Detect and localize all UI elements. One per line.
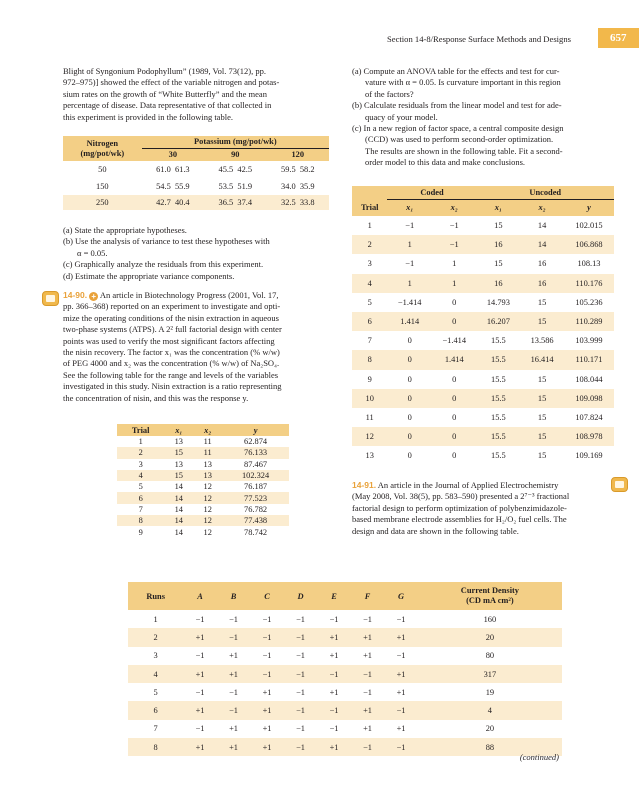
table-row (117, 470, 289, 481)
table-cell: −1 (296, 651, 305, 661)
col-header: Trial (131, 425, 150, 435)
table-cell: 109.169 (575, 451, 603, 461)
table-cell: 1 (452, 278, 457, 288)
table-cell: −1 (363, 687, 372, 697)
exercise-margin-icon (42, 291, 59, 306)
table-cell: −1 (229, 687, 238, 697)
table-cell: −1 (296, 614, 305, 624)
table-cell: 102.015 (575, 221, 603, 231)
table-cell: 1 (407, 278, 412, 288)
part-b-cont: α = 0.05. (77, 247, 108, 258)
table-cell: −1 (229, 706, 238, 716)
table-row (117, 481, 289, 492)
table-cell: 7 (153, 724, 158, 734)
table-cell: 1.414 (444, 355, 464, 365)
table-row (117, 492, 289, 503)
table-cell: 1 (138, 437, 143, 447)
table-cell: 15.5 (491, 412, 506, 422)
col-header: x₂ (538, 203, 546, 213)
table-cell: 15 (537, 451, 547, 461)
table-cell: +1 (195, 742, 205, 752)
table-row (117, 436, 289, 447)
table-cell: 0 (407, 336, 412, 346)
page-number: 657 (598, 28, 639, 48)
intro-line: 972–975)] showed the effect of the variable nitrogen and potas- (63, 77, 280, 88)
table-cell: 15 (537, 317, 547, 327)
potassium-header: Potassium (mg/pot/wk) (142, 136, 329, 148)
table-row (117, 515, 289, 526)
table-cell: −1 (405, 221, 415, 231)
table-cell: 6 (138, 493, 143, 503)
table-row (128, 701, 562, 719)
table-cell: −1 (296, 706, 305, 716)
table-cell: 13 (174, 459, 183, 469)
table-cell: +1 (396, 632, 406, 642)
table-row (117, 447, 289, 458)
table-cell: 77.523 (244, 493, 268, 503)
table-cell: 7 (138, 504, 143, 514)
table-row (352, 427, 614, 446)
table-cell: −1 (405, 259, 415, 269)
table-cell: 0 (407, 393, 412, 403)
table-row: 250 42.7 40.4 36.5 37.4 32.5 33.8 (63, 195, 329, 210)
table-cell: 9 (367, 374, 372, 384)
table-cell: −1 (195, 724, 205, 734)
table-cell: 12 (203, 504, 212, 514)
nitrogen-potassium-table (63, 136, 329, 210)
table-cell: −1 (396, 651, 406, 661)
table-cell: +1 (329, 651, 339, 661)
table-row (352, 389, 614, 408)
col-header: x₂ (450, 203, 458, 213)
table-cell: +1 (396, 687, 406, 697)
table-cell: 19 (485, 687, 495, 697)
table-cell: −1 (296, 669, 305, 679)
table-cell: 87.467 (244, 459, 268, 469)
table-cell: 2 (153, 632, 158, 642)
table-cell: 4 (138, 471, 143, 481)
table-cell: 13 (203, 459, 212, 469)
table-cell: −1 (396, 706, 406, 716)
table-cell: −1 (396, 614, 406, 624)
table-cell: 0 (407, 412, 412, 422)
table-cell: 0 (407, 451, 412, 461)
table-cell: +1 (229, 651, 238, 661)
table-cell: 15 (174, 471, 183, 481)
part-b: (b) Use the analysis of variance to test these hypotheses with (63, 236, 270, 247)
table-cell: 16.207 (486, 317, 510, 327)
table-cell: +1 (262, 706, 272, 716)
table-row (128, 720, 562, 738)
table-row (352, 216, 614, 235)
col-header: Runs (146, 591, 165, 601)
plus-icon: + (89, 292, 98, 301)
table-cell: 76.187 (244, 482, 268, 492)
table-cell: −1 (262, 632, 272, 642)
table-cell: 4 (487, 706, 492, 716)
table-cell: 16 (494, 278, 503, 288)
table-cell: 15 (537, 374, 547, 384)
table-cell: 11 (203, 448, 212, 458)
col-header: x₁ (406, 203, 414, 213)
table-cell: 15.5 (491, 355, 506, 365)
table-cell: −1 (363, 742, 372, 752)
table-cell: 7 (367, 336, 372, 346)
left-intro (63, 66, 328, 123)
table-cell: 0 (452, 412, 457, 422)
table-cell: −1 (296, 687, 305, 697)
intro-line: Blight of Syngonium Podophyllum” (1989, Vol. 73(12), pp. (63, 66, 266, 76)
table-cell: 3 (138, 459, 143, 469)
table-cell: 15.5 (491, 336, 506, 346)
table-cell: +1 (262, 687, 272, 697)
table-cell: +1 (396, 724, 406, 734)
table-cell: 15 (537, 393, 547, 403)
col-header: 120 (291, 150, 305, 160)
fractional-factorial-table (128, 582, 562, 756)
table-cell: 1 (407, 240, 412, 250)
col-header: C (264, 591, 270, 601)
table-row: 50 61.0 61.3 45.5 42.5 59.5 58.2 (98, 165, 315, 174)
table-cell: 20 (485, 632, 495, 642)
table-cell: 110.171 (575, 355, 603, 365)
table-cell: 16 (494, 240, 503, 250)
table-row (128, 647, 562, 665)
col-header: y (253, 425, 258, 435)
table-cell: 0 (407, 432, 412, 442)
left-parts (63, 225, 331, 282)
table-cell: 0 (407, 374, 412, 384)
table-cell: +1 (229, 742, 238, 752)
table-cell: 15 (537, 412, 547, 422)
table-cell: 103.999 (575, 336, 603, 346)
col-header: 30 (168, 150, 178, 160)
table-cell: 13 (174, 437, 183, 447)
table-cell: +1 (363, 632, 372, 642)
table-cell: 14 (174, 493, 183, 503)
table-row (352, 274, 614, 293)
table-cell: −1 (449, 240, 459, 250)
intro-line: this experiment is provided in the following table. (63, 111, 233, 122)
table-cell: 1 (153, 614, 158, 624)
table-row (352, 312, 614, 331)
intro-line: percentage of disease. Data representative of that collected in (63, 100, 272, 111)
table-cell: 106.868 (575, 240, 603, 250)
nisin-table (117, 424, 289, 538)
table-row (117, 526, 289, 537)
table-cell: −1 (262, 651, 272, 661)
table-row (352, 370, 614, 389)
table-cell: 4 (367, 278, 372, 288)
part-c: (c) Graphically analyze the residuals from this experiment. (63, 259, 264, 270)
table-cell: 10 (365, 393, 374, 403)
table-row (128, 665, 562, 683)
table-cell: 1 (452, 259, 457, 269)
col-header: E (331, 591, 337, 601)
table-cell: 12 (203, 527, 212, 537)
table-cell: 1 (367, 221, 372, 231)
table-cell: 15.5 (491, 451, 506, 461)
table-cell: +1 (329, 742, 339, 752)
table-cell: −1 (449, 221, 459, 231)
table-cell: −1 (229, 614, 238, 624)
table-row (352, 446, 614, 465)
table-cell: +1 (396, 669, 406, 679)
col-header: Trial (360, 203, 379, 212)
table-cell: −1 (296, 632, 305, 642)
table-cell: 15 (494, 259, 503, 269)
row-header: Nitrogen (mg/pot/wk) (80, 138, 125, 158)
col-header: x₁ (494, 203, 502, 213)
part-a: (a) State the appropriate hypotheses. (63, 225, 187, 235)
table-cell: 15 (494, 221, 503, 231)
table-cell: 1.414 (400, 317, 420, 327)
table-cell: +1 (229, 669, 238, 679)
table-cell: +1 (329, 632, 339, 642)
table-cell: 13 (203, 471, 212, 481)
table-cell: 0 (407, 355, 412, 365)
table-cell: 108.044 (575, 374, 603, 384)
table-cell: 5 (153, 687, 158, 697)
table-cell: 5 (367, 297, 372, 307)
table-cell: +1 (363, 651, 372, 661)
table-cell: 16 (537, 278, 547, 288)
table-cell: −1 (396, 742, 406, 752)
table-cell: 76.133 (244, 448, 268, 458)
col-header: F (364, 591, 371, 601)
table-cell: 12 (203, 493, 212, 503)
table-cell: 15.5 (491, 374, 506, 384)
table-row (352, 408, 614, 427)
table-cell: 5 (138, 482, 143, 492)
table-cell: 0 (452, 374, 457, 384)
table-cell: 20 (485, 724, 495, 734)
table-cell: 8 (367, 355, 372, 365)
table-cell: −1 (195, 614, 205, 624)
table-row (128, 738, 562, 756)
table-cell: 88 (485, 742, 495, 752)
table-cell: 12 (203, 482, 212, 492)
table-cell: +1 (262, 742, 272, 752)
table-cell: 107.824 (575, 412, 603, 422)
table-cell: 8 (138, 516, 143, 526)
table-cell: 13.586 (530, 336, 554, 346)
table-cell: 8 (153, 742, 158, 752)
table-cell: 14 (174, 504, 183, 514)
table-cell: 9 (138, 527, 143, 537)
table-cell: 12 (203, 516, 212, 526)
table-cell: 16.414 (530, 355, 554, 365)
table-cell: 14 (537, 240, 547, 250)
col-header: G (398, 591, 405, 601)
table-cell: 102.324 (241, 471, 270, 481)
table-cell: 13 (365, 451, 374, 461)
table-cell: +1 (363, 724, 372, 734)
table-cell: −1 (296, 742, 305, 752)
table-cell: 15 (537, 432, 547, 442)
table-cell: 0 (452, 297, 457, 307)
table-cell: 0 (452, 317, 457, 327)
intro-line: sium rates on the growth of “White Butterfly” and the mean (63, 88, 267, 99)
table-cell: 2 (138, 448, 143, 458)
table-cell: 76.782 (244, 504, 268, 514)
table-cell: 62.874 (244, 437, 268, 447)
right-parts: (a) Compute an ANOVA table for the effects and test for cur- vature with α = 0.05. Is curvature important in this region of the factors? (b) Calculate residuals from the linear model and test for ade- quacy of your model. (c) In a new region of factor space, a central composite design (CCD) was used to perform second-order optimization. The results are shown in the following table. Fit a second- order model to this data and make conclusions. (352, 66, 564, 168)
col-header: 90 (231, 150, 240, 160)
exercise-14-90: 14-90. + An article in Biotechnology Progress (2001, Vol. 17, pp. 366–368) reported on an experiment to investigate and opti- mize the operating conditions of the nisin extraction in aqueous two-phase systems (ATPS). A 2² full factorial design with center points was used to verify the most significant factors affecting the nisin recovery. The factor x₁ was the concentration (% w/w) of PEG 4000 and x₂ was the concentration (% w/w) of Na₂SO₄. See the following table for the range and levels of the variables investigated in this study. Nisin extraction is a ratio representing the concentration of nisin, and this was the response y. (63, 290, 282, 403)
table-row: 150 54.5 55.9 53.5 51.9 34.0 35.9 (96, 182, 315, 191)
coded-header: Coded (387, 186, 476, 199)
table-cell: 14.793 (486, 297, 510, 307)
part-d: (d) Estimate the appropriate variance components. (63, 270, 235, 281)
table-cell: 110.289 (575, 317, 603, 327)
table-cell: 2 (367, 240, 372, 250)
table-row (352, 293, 614, 312)
table-cell: 105.236 (575, 297, 603, 307)
table-cell: −1 (329, 614, 339, 624)
table-row (117, 459, 289, 470)
table-cell: 15 (174, 448, 183, 458)
table-cell: 14 (174, 516, 183, 526)
col-header: x₁ (175, 425, 183, 435)
col-header: D (297, 591, 304, 601)
continued-label: (continued) (519, 752, 559, 762)
table-cell: 11 (365, 412, 374, 422)
table-cell: 110.176 (575, 278, 603, 288)
table-cell: −1 (329, 669, 339, 679)
table-cell: 12 (365, 432, 374, 442)
table-cell: 14 (174, 482, 183, 492)
table-cell: −1.414 (442, 336, 467, 346)
table-cell: 0 (452, 451, 457, 461)
table-cell: 109.098 (575, 393, 603, 403)
uncoded-header: Uncoded (477, 186, 615, 199)
table-cell: 15.5 (491, 393, 506, 403)
table-cell: 15.5 (491, 432, 506, 442)
table-row (128, 628, 562, 646)
table-cell: 3 (153, 651, 158, 661)
table-cell: 11 (203, 437, 212, 447)
table-cell: −1 (195, 687, 205, 697)
col-header: y (587, 203, 591, 213)
table-row (352, 350, 614, 369)
exercise-14-91: 14-91. An article in the Journal of Applied Electrochemistry (May 2008, Vol. 38(5), pp. 583–590) presented a 2⁷⁻³ fractional factorial design to perform optimization of polybenzimidazole- based membrane electrode assemblies for H₂/O₂ fuel cells. The design and data are shown in the following table. (352, 480, 570, 536)
table-cell: 317 (483, 669, 497, 679)
table-row (352, 254, 614, 273)
table-row (128, 610, 562, 628)
table-cell: +1 (329, 687, 339, 697)
table-cell: 6 (367, 317, 372, 327)
table-cell: 77.438 (244, 516, 268, 526)
table-cell: −1.414 (397, 297, 422, 307)
table-cell: 6 (153, 706, 158, 716)
col-header: B (230, 591, 237, 601)
table-cell: +1 (262, 724, 272, 734)
table-cell: −1 (363, 669, 372, 679)
col-header: x₂ (204, 425, 212, 435)
table-cell: +1 (195, 669, 205, 679)
exercise-number: 14-90. (63, 290, 88, 300)
table-cell: 16 (537, 259, 547, 269)
table-cell: 4 (153, 669, 158, 679)
running-header: Section 14-8/Response Surface Methods and Designs (386, 34, 571, 44)
table-row (352, 235, 614, 254)
table-cell: +1 (363, 706, 372, 716)
col-header: A (197, 591, 203, 601)
table-cell: +1 (195, 632, 205, 642)
table-cell: +1 (229, 724, 238, 734)
table-cell: +1 (195, 706, 205, 716)
ccd-table (352, 186, 614, 465)
table-cell: 15 (537, 297, 547, 307)
table-row (117, 504, 289, 515)
table-cell: 78.742 (244, 527, 268, 537)
table-cell: 0 (452, 393, 457, 403)
table-cell: −1 (229, 632, 238, 642)
table-cell: 0 (452, 432, 457, 442)
table-cell: 14 (174, 527, 183, 537)
col-header: Current Density (CD mA cm²) (460, 586, 519, 605)
table-cell: −1 (363, 614, 372, 624)
table-cell: −1 (329, 706, 339, 716)
table-cell: 108.13 (577, 259, 601, 269)
table-row (128, 683, 562, 701)
table-cell: 80 (485, 651, 495, 661)
table-cell: −1 (195, 651, 205, 661)
table-cell: −1 (329, 724, 339, 734)
table-cell: −1 (262, 669, 272, 679)
table-cell: 108.978 (575, 432, 603, 442)
table-cell: −1 (262, 614, 272, 624)
table-cell: −1 (296, 724, 305, 734)
table-cell: 3 (367, 259, 372, 269)
table-cell: 160 (483, 614, 497, 624)
exercise-number: 14-91. (352, 480, 377, 490)
table-cell: 14 (537, 221, 547, 231)
table-row (352, 331, 614, 350)
